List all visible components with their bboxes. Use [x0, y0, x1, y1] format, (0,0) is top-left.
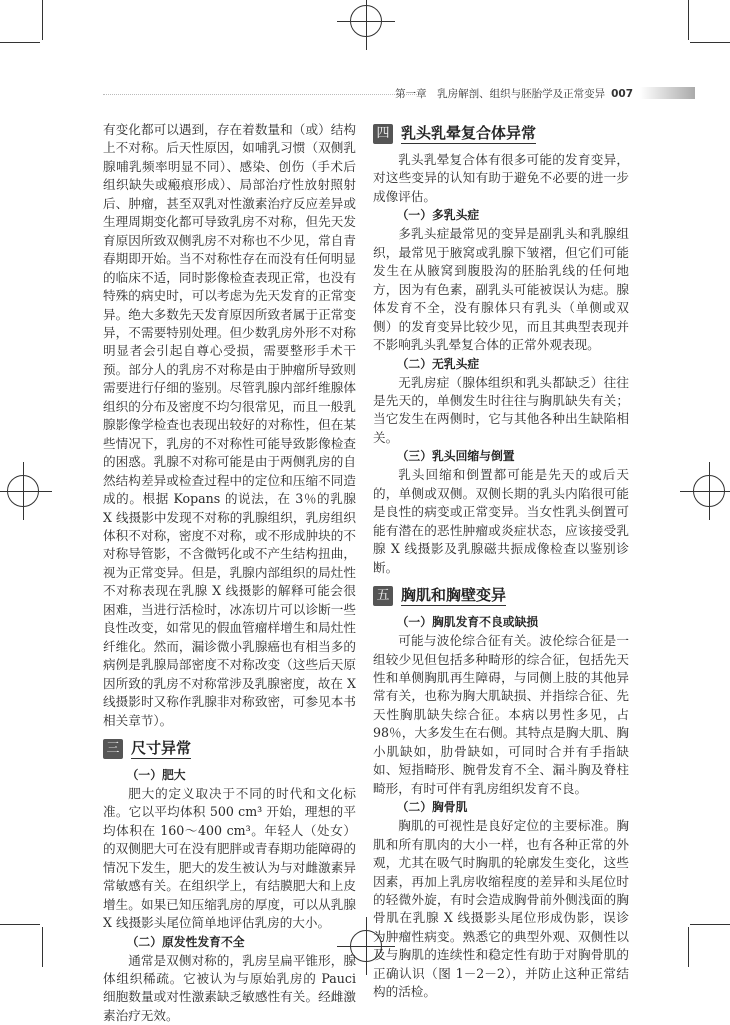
chapter-title [395, 86, 633, 101]
subheading: （二）胸骨肌 [396, 800, 468, 815]
running-header [103, 86, 695, 102]
subheading: （一）肥大 [126, 767, 186, 782]
section-heading [373, 585, 629, 607]
paragraph: 通常是双侧对称的，乳房呈扁平锥形，腺体组织稀疏。它被认为与原始乳房的 Pauci 细胞数量或对性激素缺乏敏感性有关。经雌激素治疗无效。 [103, 952, 356, 1023]
left-column [103, 121, 356, 1025]
section-heading [103, 738, 356, 760]
crop-mark [0, 924, 40, 925]
crop-mark [0, 42, 40, 43]
crop-mark [42, 927, 43, 967]
section-heading [373, 123, 629, 145]
paragraph: 胸肌的可视性是良好定位的主要标准。胸肌和所有肌肉的大小一样，也有各种正常的外观，尤其在吸气时胸肌的轮廓发生变化，这些因素，再加上乳房收缩程度的差异和头尾位时的轻微外旋，有时会造成胸骨前外侧浅面的胸骨肌在乳腺 X 线摄影头尾位形成伪影，误诊为肿瘤性病变。熟悉它的典型外观、双侧性以及与胸肌的连续性和稳定性有助于对胸骨肌的正确认识（图 1－2－2），并防止这种正常结构的活检。 [373, 818, 629, 1000]
paragraph: 乳头乳晕复合体有很多可能的发育变异，对这些变异的认知有助于避免不必要的进一步成像评估。 [373, 152, 629, 204]
crop-mark [690, 42, 730, 43]
paragraph: 无乳房症（腺体组织和乳头都缺乏）往往是先天的，单侧发生时往往与胸肌缺失有关；当它发生在两侧时，它与其他各种出生缺陷相关。 [373, 374, 629, 445]
paragraph: 多乳头症最常见的变异是副乳头和乳腺组织，最常见于腋窝或乳腺下皱褶，但它们可能发生在从腋窝到腹股沟的胚胎乳线的任何地方，因为有色素，副乳头可能被误认为痣。腺体发育不全，没有腺体只有乳头（单侧或双侧）的发育变异比较少见，而且其典型表现并不影响乳头乳晕复合体的正常外观表现。 [373, 226, 629, 353]
subheading: （三）乳头回缩与倒置 [396, 449, 515, 464]
section-title: 尺寸异常 [131, 738, 192, 757]
registration-mark-top [350, 5, 382, 37]
paragraph: 肥大的定义取决于不同的时代和文化标准。它以平均体积 500 cm³ 开始，理想的平均体积在 160～400 cm³。年轻人（处女）的双侧肥大可在没有肥胖或青春期功能障碍的情况下发生，肥大的发生被认为与对雌激素异常敏感有关。在组织学上，有结膜肥大和上皮增生。如果已知压缩乳房的厚度，可以从乳腺 X 线摄影头尾位简单地评估乳房的大小。 [103, 785, 356, 931]
crop-mark [688, 927, 689, 967]
subheading: （一）多乳头症 [396, 208, 480, 223]
paragraph: 乳头回缩和倒置都可能是先天的或后天的，单侧或双侧。双侧长期的乳头内陷很可能是良性的病变或正常变异。当女性乳头倒置可能有潜在的恶性肿瘤或炎症状态，应该接受乳腺 X 线摄影及乳腺磁共振成像检查以鉴别诊断。 [373, 467, 629, 575]
crop-mark [688, 0, 689, 40]
section-number: 三 [103, 739, 123, 759]
header-gradient-bar [640, 87, 695, 99]
registration-mark-right [693, 475, 725, 507]
paragraph: 可能与波伦综合征有关。波伦综合征是一组较少见但包括多种畸形的综合征，包括先天性和单侧胸肌再生障碍，与同侧上肢的其他异常有关，也称为胸大肌缺损、并指综合征、先天性胸肌缺失综合征。本病以男性多见，占 98％，大多发生在右侧。其特点是胸大肌、胸小肌缺如，肋骨缺如，可同时合并有手指缺如、短指畸形、腕骨发育不全、漏斗胸及脊柱畸形，有时可伴有乳房组织发育不良。 [373, 633, 629, 796]
crop-mark [42, 0, 43, 40]
chapter-label: 第一章 乳房解剖、组织与胚胎学及正常变异 [395, 88, 606, 100]
subheading: （一）胸肌发育不良或缺损 [396, 615, 539, 630]
right-column [373, 121, 629, 1002]
page-number: 007 [611, 88, 633, 100]
section-title: 胸肌和胸壁变异 [401, 586, 507, 605]
subheading: （二）无乳头症 [396, 356, 480, 371]
subheading: （二）原发性发育不全 [126, 934, 245, 949]
section-number: 四 [373, 124, 393, 144]
section-title: 乳头乳晕复合体异常 [401, 124, 537, 142]
header-rule [103, 94, 423, 95]
crop-mark [690, 924, 730, 925]
paragraph: 有变化都可以遇到，存在着数量和（或）结构上不对称。后天性原因，如哺乳习惯（双侧乳腺哺乳频率明显不同）、感染、创伤（手术后组织缺失或瘢痕形成）、局部治疗性放射照射后、肿瘤，甚至双乳对性激素治疗反应差异或生理周期变化都可导致乳房不对称，但先天发育原因所致双侧乳房不对称也不少见，常自青春期即开始。当不对称性存在而没有任何明显的临床不适，同时影像检查表现正常，也没有特殊的病史时，可以考虑为先天发育的正常变异。绝大多数先天发育原因所致者属于正常变异，不需要特别处理。但少数乳房外形不对称明显者会引起自尊心受损，需要整形手术干预。部分人的乳房不对称是由于肿瘤所导致则需要进行仔细的鉴别。尽管乳腺内部纤维腺体组织的分布及密度不均匀很常见，而且一般乳腺影像学检查也表现出较好的对称性，但在某些情况下，乳房的不对称性可能导致影像检查的困惑。乳腺不对称可能是由于两侧乳房的自然结构差异或检查过程中的定位和压缩不同造成的。根据 Kopans 的说法，在 3％的乳腺 X 线摄影中发现不对称的乳腺组织，乳房组织体积不对称，密度不对称，或不形成肿块的不对称导管影，不含微钙化或不产生结构扭曲，视为正常变异。但是，乳腺内部组织的局灶性不对称表现在乳腺 X 线摄影的解释可能会很困难，当进行活检时，冰冻切片可以诊断一些良性改变，如常见的假血管瘤样增生和局灶性纤维化。然而，漏诊微小乳腺癌也有相当多的病例是乳腺局部密度不对称改变（这些后天原因所致的乳房不对称常涉及乳腺密度，故在 X 线摄影时又称作乳腺非对称致密，可参见本书相关章节）。 [103, 122, 356, 728]
section-number: 五 [373, 586, 393, 606]
registration-mark-left [7, 475, 39, 507]
